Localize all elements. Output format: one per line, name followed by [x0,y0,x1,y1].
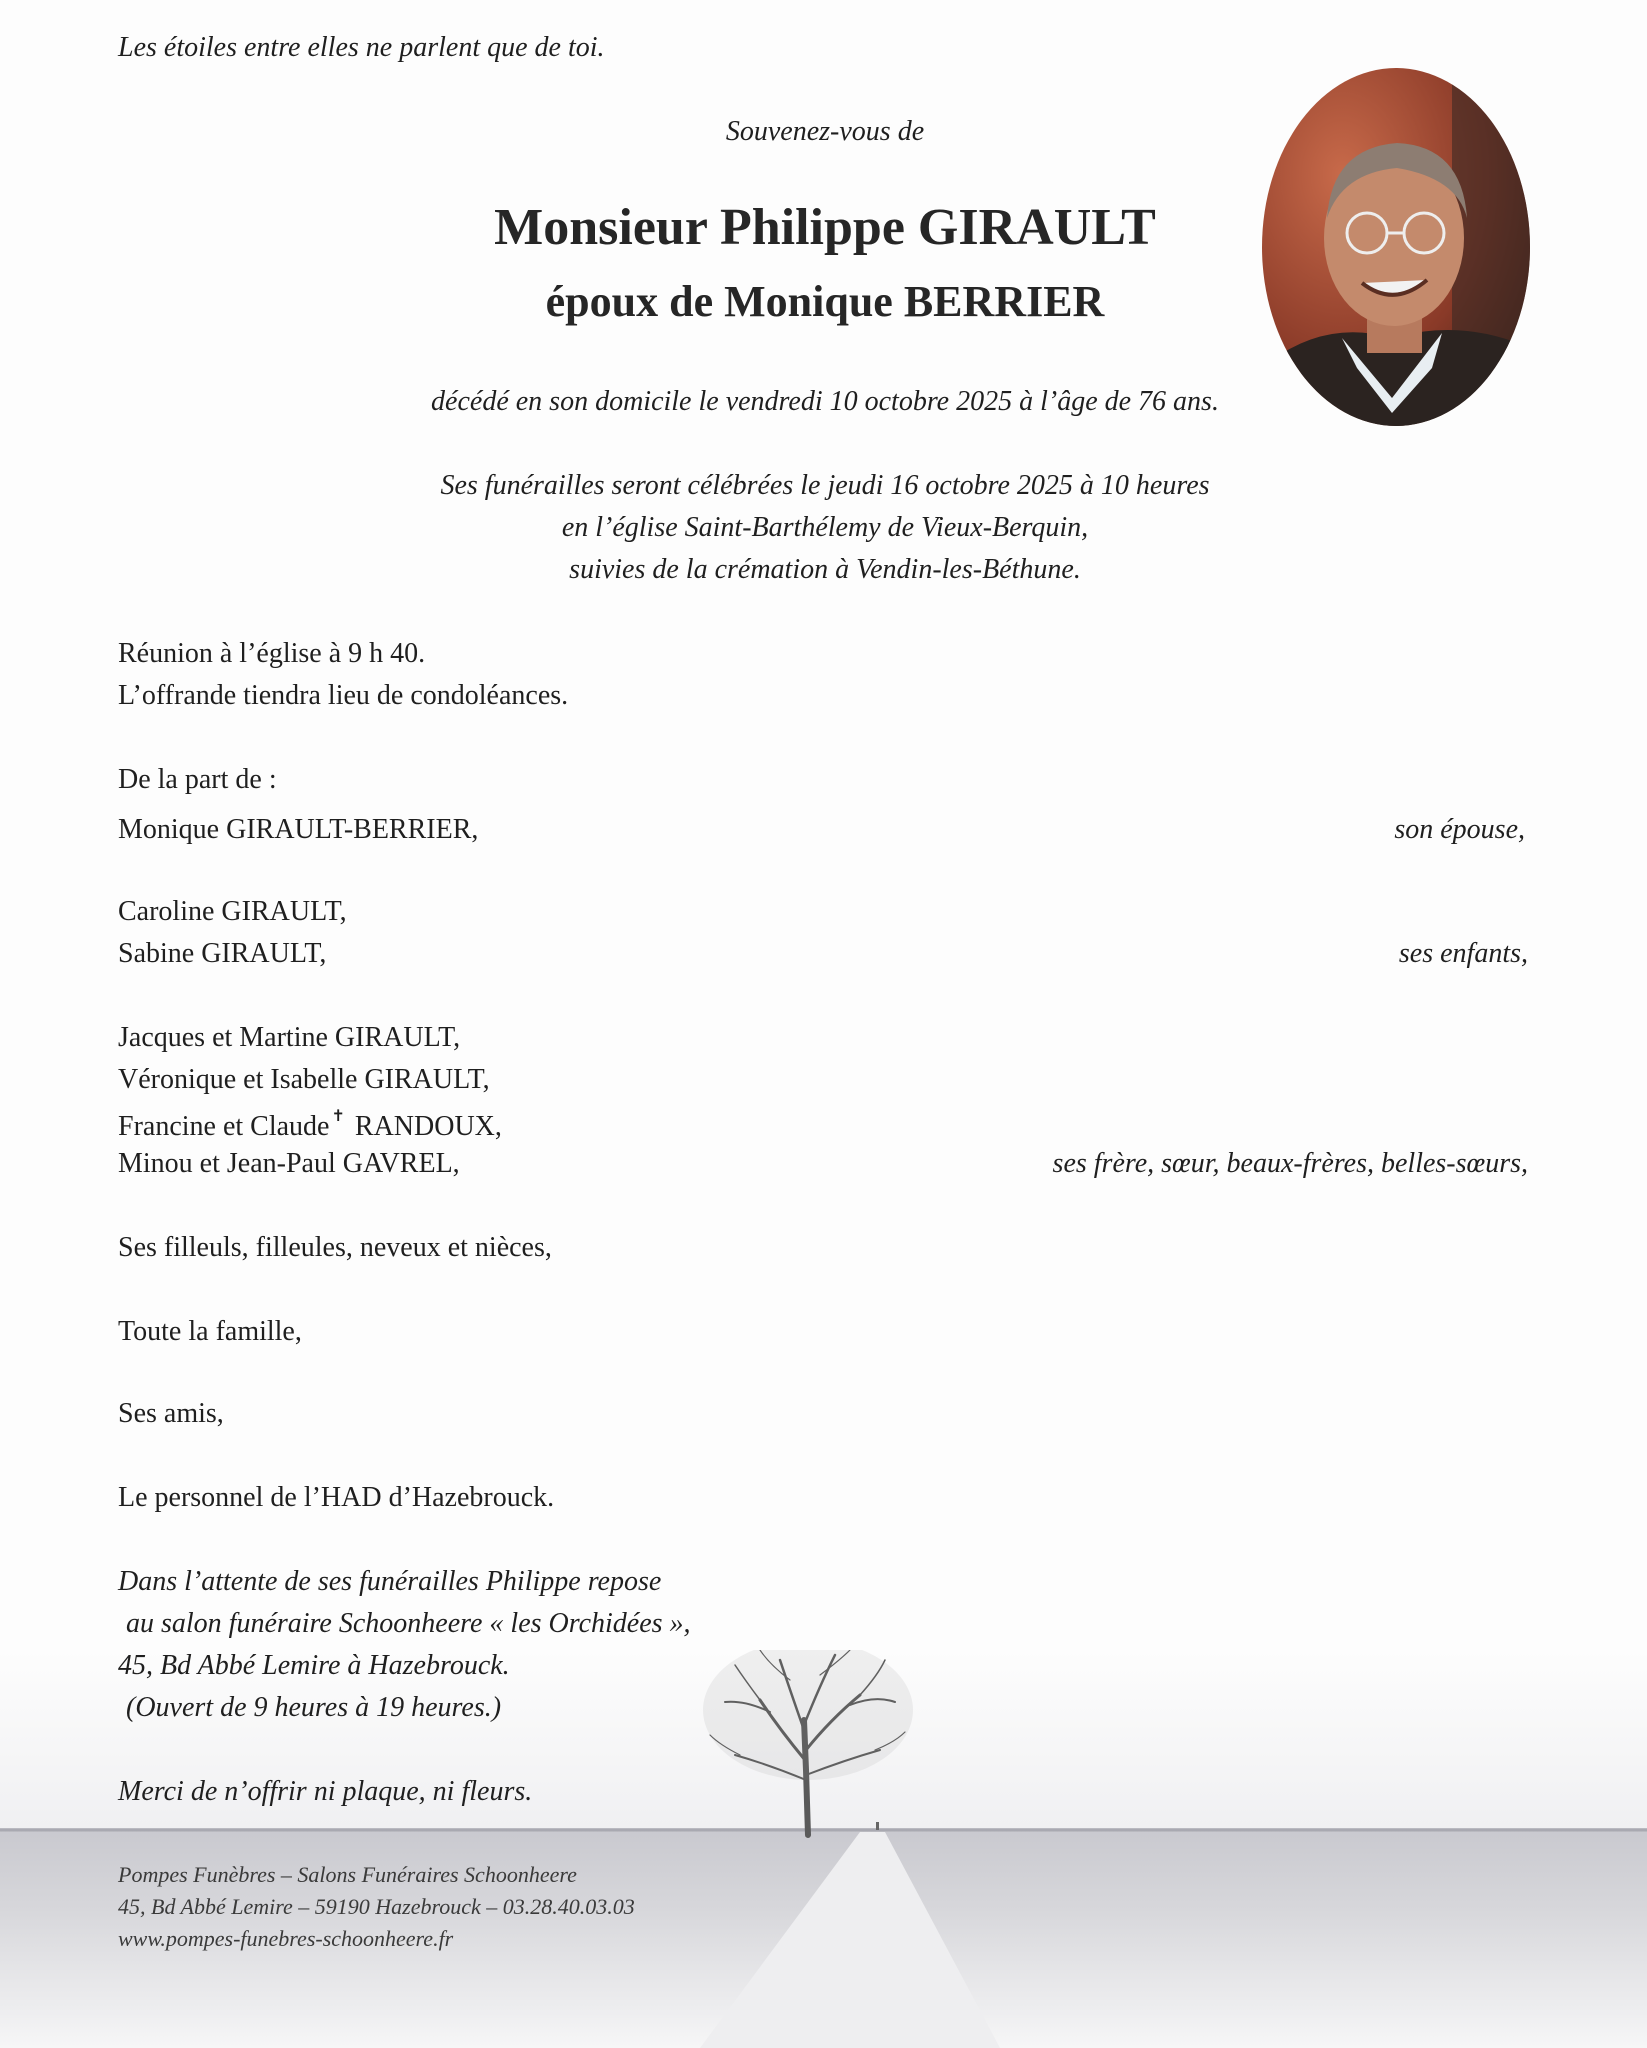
funeral-line-3: suivies de la crémation à Vendin-les-Béthune. [569,554,1081,585]
sibling-2: Véronique et Isabelle GIRAULT, [118,1064,490,1095]
spouse-role: son épouse, [1394,814,1525,845]
meeting-line-1: Réunion à l’église à 9 h 40. [118,638,426,669]
rest-line-4: (Ouvert de 9 heures à 19 heures.) [126,1692,502,1723]
sibling-3-last: RANDOUX, [354,1111,502,1142]
family-intro: De la part de : [118,764,277,795]
children-role: ses enfants, [1398,938,1528,969]
death-notice: décédé en son domicile le vendredi 10 octobre 2025 à l’âge de 76 ans. [431,386,1219,417]
sibling-1: Jacques et Martine GIRAULT, [118,1022,461,1053]
epigraph: Les étoiles entre elles ne parlent que de toi. [118,32,605,63]
portrait-photo [1262,68,1530,426]
whole-family-line: Toute la famille, [118,1316,302,1347]
friends-line: Ses amis, [118,1398,224,1429]
funeral-line-1: Ses funérailles seront célébrées le jeudi 16 octobre 2025 à 10 heures [440,470,1210,501]
spouse-line: époux de Monique BERRIER [545,277,1105,326]
child-1: Caroline GIRAULT, [118,896,347,927]
rest-line-2: au salon funéraire Schoonheere « les Orchidées », [126,1608,691,1639]
sibling-3-first: Francine et Claude [118,1111,330,1142]
rest-line-3: 45, Bd Abbé Lemire à Hazebrouck. [118,1650,510,1681]
spouse-name: Monique GIRAULT-BERRIER, [118,814,479,845]
footer-website: www.pompes-funebres-schoonheere.fr [118,1926,454,1951]
rest-line-1: Dans l’attente de ses funérailles Philippe repose [118,1566,662,1597]
meeting-line-2: L’offrande tiendra lieu de condoléances. [118,680,569,711]
deceased-name: Monsieur Philippe GIRAULT [494,199,1156,256]
footer-address: 45, Bd Abbé Lemire – 59190 Hazebrouck – 03.28.40.03.03 [118,1894,635,1919]
no-flowers-request: Merci de n’offrir ni plaque, ni fleurs. [118,1776,533,1807]
siblings-role: ses frère, sœur, beaux-frères, belles-sœurs, [1052,1148,1528,1179]
sibling-3 [118,1106,502,1143]
sibling-4: Minou et Jean-Paul GAVREL, [118,1148,460,1179]
child-2: Sabine GIRAULT, [118,938,327,969]
staff-line: Le personnel de l’HAD d’Hazebrouck. [118,1482,555,1513]
footer-company: Pompes Funèbres – Salons Funéraires Schoonheere [118,1862,577,1887]
cross-icon: ✝ [331,1108,345,1125]
funeral-line-2: en l’église Saint-Barthélemy de Vieux-Berquin, [561,512,1089,543]
intro-text: Souvenez-vous de [725,116,925,147]
godchildren-line: Ses filleuls, filleules, neveux et nièces, [118,1232,552,1263]
